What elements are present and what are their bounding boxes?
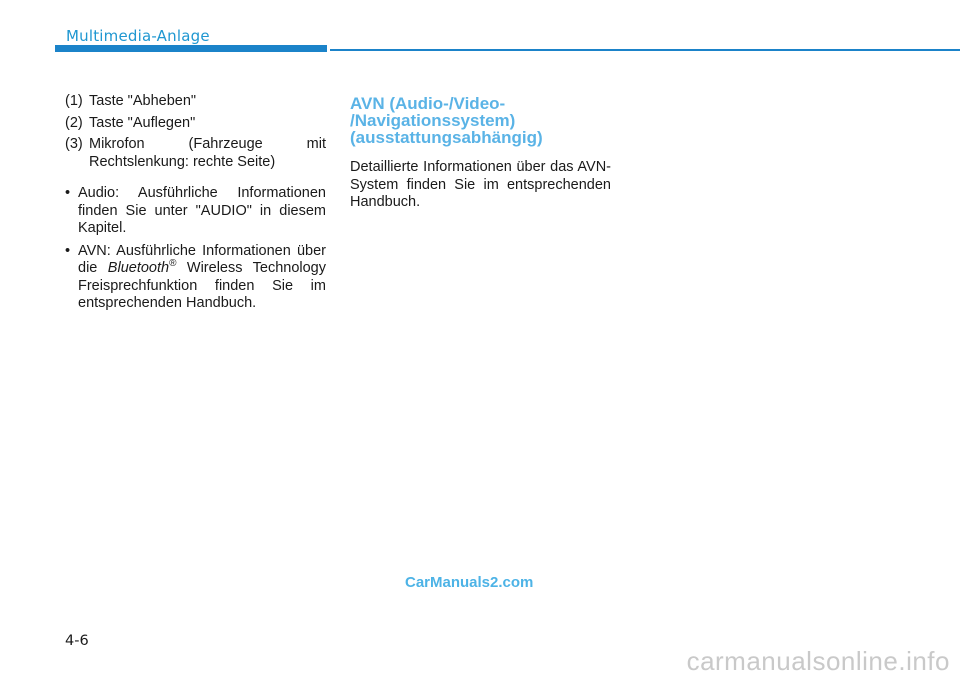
avn-text-after: Wireless Technology Freisprechfunktion finden Sie im entsprechenden Handbuch. bbox=[78, 260, 327, 311]
bullet-dot: • bbox=[65, 242, 71, 259]
watermark-link[interactable]: CarManuals2.com bbox=[405, 574, 534, 591]
heading-line: (ausstattungsabhängig) bbox=[350, 128, 543, 147]
numbered-item bbox=[65, 115, 326, 133]
avn-section-body: Detaillierte Informationen über das AVN-System finden Sie im entsprechenden Handbuch. bbox=[350, 159, 611, 210]
bullet-dot: • bbox=[65, 185, 71, 201]
item-number: (3) bbox=[65, 136, 83, 152]
section-header-title: Multimedia-Anlage bbox=[66, 27, 210, 45]
item-number: (1) bbox=[65, 93, 83, 109]
item-number: (2) bbox=[65, 114, 83, 131]
numbered-item bbox=[65, 136, 326, 171]
left-column bbox=[65, 93, 326, 318]
footer-site-watermark: carmanualsonline.info bbox=[686, 646, 950, 676]
registered-mark: ® bbox=[169, 258, 177, 270]
item-text: Mikrofon (Fahrzeuge mit Rechtslenkung: rechte Seite) bbox=[89, 136, 326, 170]
bullet-item-audio bbox=[65, 185, 326, 238]
heading-line: /Navigationssystem) bbox=[350, 111, 516, 130]
bullet-item-avn bbox=[65, 243, 326, 313]
avn-section-heading bbox=[350, 95, 611, 146]
bullet-list bbox=[65, 185, 326, 313]
page-number: 4-6 bbox=[65, 633, 89, 649]
right-column bbox=[350, 95, 611, 212]
numbered-item bbox=[65, 93, 326, 111]
bullet-text-audio: Audio: Ausführliche Informationen finden Sie unter "AUDIO" in diesem Kapitel. bbox=[78, 185, 326, 236]
bullet-text-avn bbox=[78, 243, 326, 313]
item-text: Taste "Auflegen" bbox=[89, 114, 196, 131]
header-bar-thick bbox=[55, 45, 327, 52]
avn-text-before: AVN: Ausführliche Informationen über die bbox=[78, 242, 326, 276]
bluetooth-term: Bluetooth bbox=[107, 260, 170, 276]
header-bar-thin bbox=[330, 49, 960, 51]
item-text: Taste "Abheben" bbox=[89, 93, 197, 109]
heading-line: AVN (Audio-/Video- bbox=[350, 94, 506, 113]
